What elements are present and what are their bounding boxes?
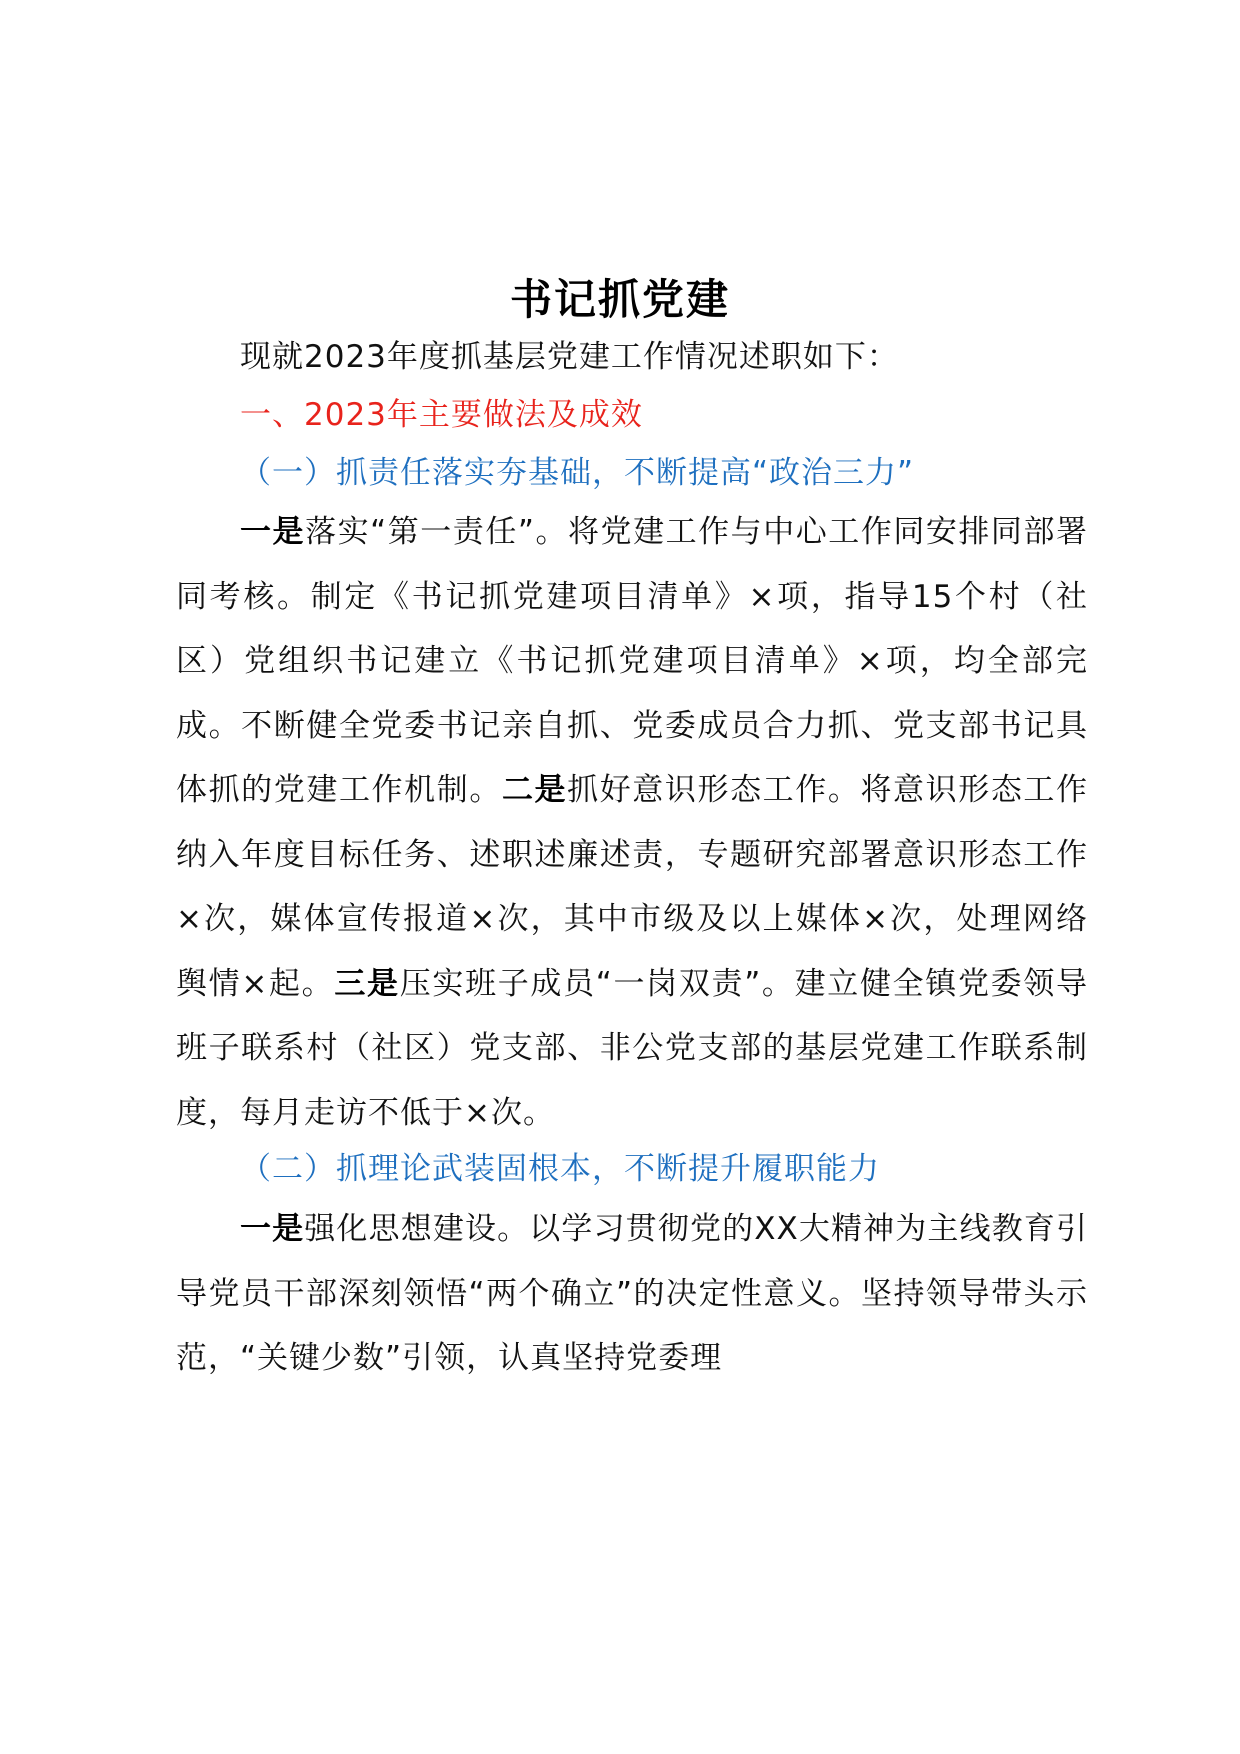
bold-lead-2: 二是 (501, 772, 568, 808)
subsection-heading-1: （一）抓责任落实夯基础，不断提高“政治三力” (240, 455, 915, 491)
bold-lead-3: 三是 (334, 965, 400, 1002)
bold-lead-1: 一是 (240, 514, 306, 550)
paragraph-text: 强化思想建设。以学习贯彻党的XX大精神为主线教育引导党员干部深刻领悟“两个确立”的决定性意义。坚持领导带头示范，“关键少数”引领，认真坚持党委理 (176, 1211, 1088, 1376)
body-paragraph-1 (176, 500, 1088, 1140)
body-paragraph-2 (176, 1197, 1088, 1397)
page-title: 书记抓党建 (509, 275, 730, 324)
subsection-heading-2: （二）抓理论武装固根本，不断提升履职能力 (240, 1151, 880, 1187)
bold-lead-1: 一是 (240, 1211, 305, 1247)
paragraph-text: 压实班子成员“一岗双责”。建立健全镇党委领导班子联系村（社区）党支部、非公党支部的基层党建工作联系制度，每月走访不低于×次。 (176, 965, 1089, 1131)
paragraph-text: 落实“第一责任”。将党建工作与中心工作同安排同部署同考核。制定《书记抓党建项目清单》×项，指导15个村（社区）党组织书记建立《书记抓党建项目清单》×项，均全部完成。不断健全党委书记亲自抓、党委成员合力抓、党支部书记具体抓的党建工作机制。 (176, 514, 1089, 808)
paragraph-text: 抓好意识形态工作。将意识形态工作纳入年度目标任务、述职述廉述责，专题研究部署意识形态工作×次，媒体宣传报道×次，其中市级及以上媒体×次，处理网络舆情×起。 (176, 772, 1089, 1002)
section-heading-1: 一、2023年主要做法及成效 (240, 397, 643, 433)
intro-paragraph: 现就2023年度抓基层党建工作情况述职如下： (240, 339, 899, 375)
